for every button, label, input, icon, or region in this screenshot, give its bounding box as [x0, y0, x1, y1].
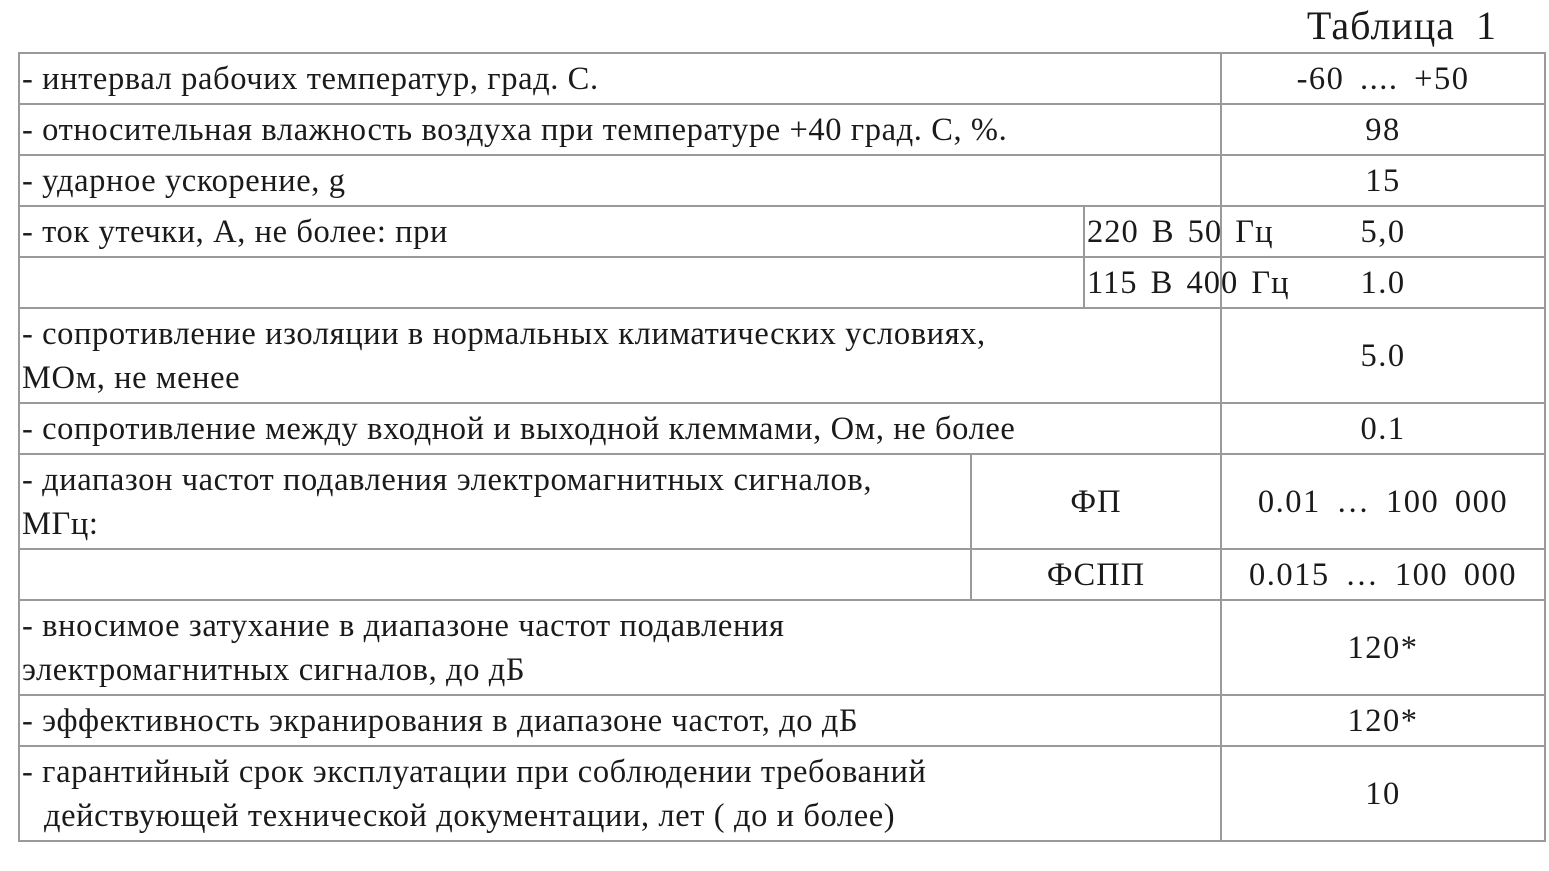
row-value-insulation: 5.0	[1221, 308, 1545, 403]
table-row	[19, 308, 1545, 403]
table-caption: Таблица 1	[1306, 3, 1497, 48]
row-label-insulation-line1: - сопротивление изоляции в нормальных климатических условиях,	[22, 315, 986, 352]
table-row	[19, 53, 1545, 104]
row-value-shielding: 120*	[1221, 695, 1545, 746]
row-label-insertion-loss-line1: - вносимое затухание в диапазоне частот подавления	[22, 607, 785, 644]
row-label-shielding: - эффективность экранирования в диапазоне частот, до дБ	[19, 695, 1221, 746]
empty-cell	[19, 257, 1084, 308]
row-label-leakage: - ток утечки, А, не более: при	[19, 206, 1084, 257]
row-value-warranty: 10	[1221, 746, 1545, 841]
row-label-warranty-line2: действующей технической документации, лет ( до и более)	[44, 797, 896, 834]
row-value-terminal-resistance: 0.1	[1221, 403, 1545, 454]
table-row	[19, 695, 1545, 746]
leakage-condition-115v: 115 В 400 Гц	[1084, 257, 1221, 308]
leakage-condition-220v: 220 В 50 Гц	[1084, 206, 1221, 257]
row-label-insulation-line2: МОм, не менее	[22, 359, 241, 396]
table-row	[19, 454, 1545, 549]
frequency-type-fspp: ФСПП	[971, 549, 1221, 600]
row-label-temperature: - интервал рабочих температур, град. С.	[19, 53, 1221, 104]
leakage-value-115v: 1.0	[1221, 257, 1545, 308]
table-row	[19, 104, 1545, 155]
row-label-frequency-range	[19, 454, 971, 549]
specifications-table	[18, 52, 1546, 842]
row-value-insertion-loss: 120*	[1221, 600, 1545, 695]
table-row	[19, 549, 1545, 600]
row-label-frequency-range-line1: - диапазон частот подавления электромагнитных сигналов,	[22, 461, 873, 498]
empty-cell	[19, 549, 971, 600]
table-row	[19, 155, 1545, 206]
row-value-temperature: -60 .... +50	[1221, 53, 1545, 104]
row-label-warranty-line1: - гарантийный срок эксплуатации при соблюдении требований	[22, 753, 927, 790]
table-row	[19, 600, 1545, 695]
table-row	[19, 257, 1545, 308]
table-row	[19, 403, 1545, 454]
row-label-warranty	[19, 746, 1221, 841]
frequency-type-fp: ФП	[971, 454, 1221, 549]
row-label-terminal-resistance: - сопротивление между входной и выходной клеммами, Ом, не более	[19, 403, 1221, 454]
frequency-value-fspp: 0.015 … 100 000	[1221, 549, 1545, 600]
row-label-insulation	[19, 308, 1221, 403]
row-label-insertion-loss-line2: электромагнитных сигналов, до дБ	[22, 651, 526, 688]
table-row	[19, 746, 1545, 841]
row-value-shock: 15	[1221, 155, 1545, 206]
row-label-shock: - ударное ускорение, g	[19, 155, 1221, 206]
row-label-insertion-loss	[19, 600, 1221, 695]
leakage-value-220v: 5,0	[1221, 206, 1545, 257]
row-label-frequency-range-line2: МГц:	[22, 505, 99, 542]
row-value-humidity: 98	[1221, 104, 1545, 155]
table-row	[19, 206, 1545, 257]
frequency-value-fp: 0.01 … 100 000	[1221, 454, 1545, 549]
row-label-humidity: - относительная влажность воздуха при температуре +40 град. С, %.	[19, 104, 1221, 155]
